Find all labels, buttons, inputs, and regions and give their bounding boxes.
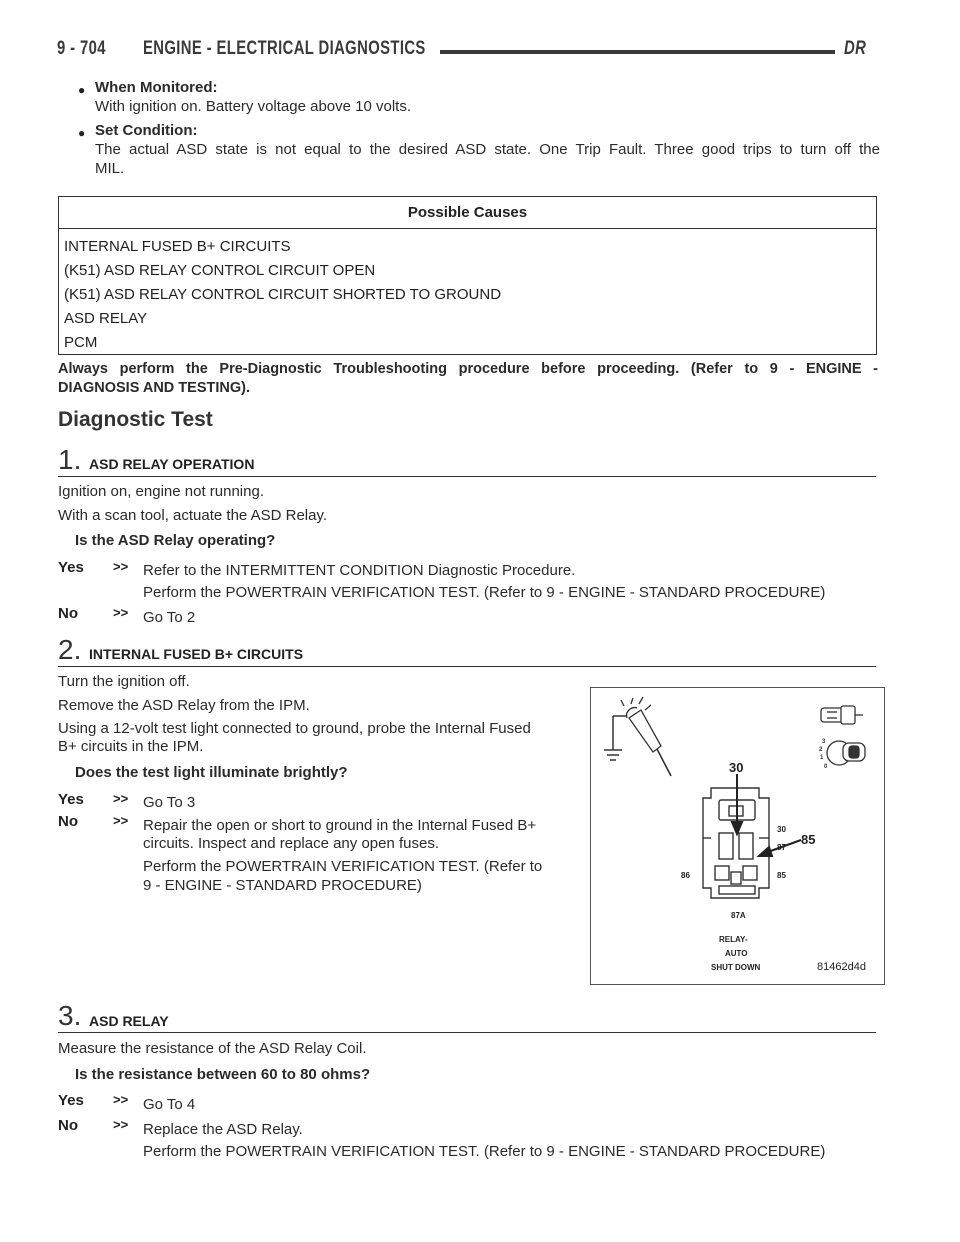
test-light-icon bbox=[621, 697, 671, 776]
step-instruction: With a scan tool, actuate the ASD Relay. bbox=[58, 507, 328, 524]
step-question: Does the test light illuminate brightly? bbox=[75, 764, 348, 781]
set-condition-text-cont: MIL. bbox=[95, 160, 125, 177]
key-pos-3: 3 bbox=[822, 739, 826, 745]
pin-label-87: 87 bbox=[777, 843, 786, 852]
cause-item: (K51) ASD RELAY CONTROL CIRCUIT OPEN bbox=[64, 262, 376, 279]
no-label: No bbox=[58, 813, 78, 830]
connector-icon bbox=[821, 706, 863, 724]
page-number: 9 - 704 bbox=[57, 38, 106, 59]
step-instruction: Measure the resistance of the ASD Relay Coil. bbox=[58, 1040, 367, 1057]
caption-line-1: RELAY- bbox=[719, 935, 748, 944]
header-code: DR bbox=[844, 38, 867, 59]
step-instruction: Using a 12-volt test light connected to ground, probe the Internal Fused bbox=[58, 720, 531, 737]
cause-item: PCM bbox=[64, 334, 98, 351]
cause-item: (K51) ASD RELAY CONTROL CIRCUIT SHORTED TO GROUND bbox=[64, 286, 502, 303]
yes-label: Yes bbox=[58, 1092, 84, 1109]
pin-label-30: 30 bbox=[777, 825, 786, 834]
key-pos-2: 2 bbox=[819, 747, 823, 753]
page-header-title: ENGINE - ELECTRICAL DIAGNOSTICS bbox=[143, 38, 426, 59]
no-action: circuits. Inspect and replace any open fuses. bbox=[143, 835, 440, 852]
no-label: No bbox=[58, 1117, 78, 1134]
step-instruction: Remove the ASD Relay from the IPM. bbox=[58, 697, 310, 714]
step-question: Is the ASD Relay operating? bbox=[75, 532, 276, 549]
key-pos-0: 0 bbox=[824, 764, 828, 770]
yes-arrow: >> bbox=[113, 1092, 129, 1107]
relay-diagram bbox=[591, 688, 884, 984]
yes-action: Perform the POWERTRAIN VERIFICATION TEST. (Refer to 9 - ENGINE - STANDARD PROCEDURE) bbox=[143, 584, 826, 601]
cause-item: INTERNAL FUSED B+ CIRCUITS bbox=[64, 238, 291, 255]
yes-label: Yes bbox=[58, 791, 84, 808]
step-rule bbox=[58, 666, 876, 667]
pin-label-85-callout: 85 bbox=[801, 832, 816, 847]
notice-text: Always perform the Pre-Diagnostic Troubleshooting procedure before proceeding. (Refer to 9 - ENGINE - bbox=[58, 361, 878, 377]
no-action: Perform the POWERTRAIN VERIFICATION TEST. (Refer to bbox=[143, 858, 543, 875]
no-arrow: >> bbox=[113, 813, 129, 828]
pin-label-86: 86 bbox=[681, 871, 690, 880]
no-arrow: >> bbox=[113, 1117, 129, 1132]
ignition-key-icon bbox=[827, 741, 865, 765]
yes-arrow: >> bbox=[113, 559, 129, 574]
when-monitored-text: With ignition on. Battery voltage above 10 volts. bbox=[95, 98, 412, 115]
key-pos-1: 1 bbox=[820, 755, 824, 761]
step-number: 2. bbox=[58, 634, 82, 665]
yes-label: Yes bbox=[58, 559, 84, 576]
notice-text-cont: DIAGNOSIS AND TESTING). bbox=[58, 380, 250, 396]
step-rule bbox=[58, 1032, 876, 1033]
no-action: 9 - ENGINE - STANDARD PROCEDURE) bbox=[143, 877, 422, 894]
step-instruction: Turn the ignition off. bbox=[58, 673, 190, 690]
step-number: 1. bbox=[58, 444, 82, 475]
bullet-dot: ● bbox=[78, 83, 86, 97]
no-action: Replace the ASD Relay. bbox=[143, 1121, 303, 1138]
caption-line-3: SHUT DOWN bbox=[711, 963, 761, 972]
possible-causes-heading: Possible Causes bbox=[59, 197, 876, 229]
step-question: Is the resistance between 60 to 80 ohms? bbox=[75, 1066, 371, 1083]
step-rule bbox=[58, 476, 876, 477]
no-action: Perform the POWERTRAIN VERIFICATION TEST. (Refer to 9 - ENGINE - STANDARD PROCEDURE) bbox=[143, 1143, 826, 1160]
no-arrow: >> bbox=[113, 605, 129, 620]
diagnostic-test-title: Diagnostic Test bbox=[58, 408, 213, 431]
relay-figure bbox=[590, 687, 885, 985]
possible-causes-table bbox=[58, 196, 877, 355]
header-rule bbox=[440, 50, 835, 54]
yes-action: Refer to the INTERMITTENT CONDITION Diagnostic Procedure. bbox=[143, 562, 576, 579]
step-instruction: Ignition on, engine not running. bbox=[58, 483, 264, 500]
pin-label-87a: 87A bbox=[731, 911, 746, 920]
yes-action: Go To 3 bbox=[143, 794, 196, 811]
step-title: ASD RELAY bbox=[89, 1013, 169, 1029]
step-number: 3. bbox=[58, 1000, 82, 1031]
set-condition-text: The actual ASD state is not equal to the desired ASD state. One Trip Fault. Three good trips to turn off the bbox=[95, 141, 880, 158]
figure-id: 81462d4d bbox=[817, 961, 866, 973]
step-title: INTERNAL FUSED B+ CIRCUITS bbox=[89, 646, 304, 662]
caption-line-2: AUTO bbox=[725, 949, 748, 958]
ground-icon bbox=[604, 716, 627, 760]
when-monitored-label: When Monitored: bbox=[95, 79, 218, 96]
step-instruction: B+ circuits in the IPM. bbox=[58, 738, 204, 755]
step-title: ASD RELAY OPERATION bbox=[89, 456, 255, 472]
yes-action: Go To 4 bbox=[143, 1096, 196, 1113]
no-action: Repair the open or short to ground in the Internal Fused B+ bbox=[143, 817, 537, 834]
pin-label-30-callout: 30 bbox=[729, 760, 744, 775]
yes-arrow: >> bbox=[113, 791, 129, 806]
no-label: No bbox=[58, 605, 78, 622]
no-action: Go To 2 bbox=[143, 609, 196, 626]
set-condition-label: Set Condition: bbox=[95, 122, 198, 139]
pin-label-85: 85 bbox=[777, 871, 786, 880]
cause-item: ASD RELAY bbox=[64, 310, 148, 327]
bullet-dot: ● bbox=[78, 126, 86, 140]
